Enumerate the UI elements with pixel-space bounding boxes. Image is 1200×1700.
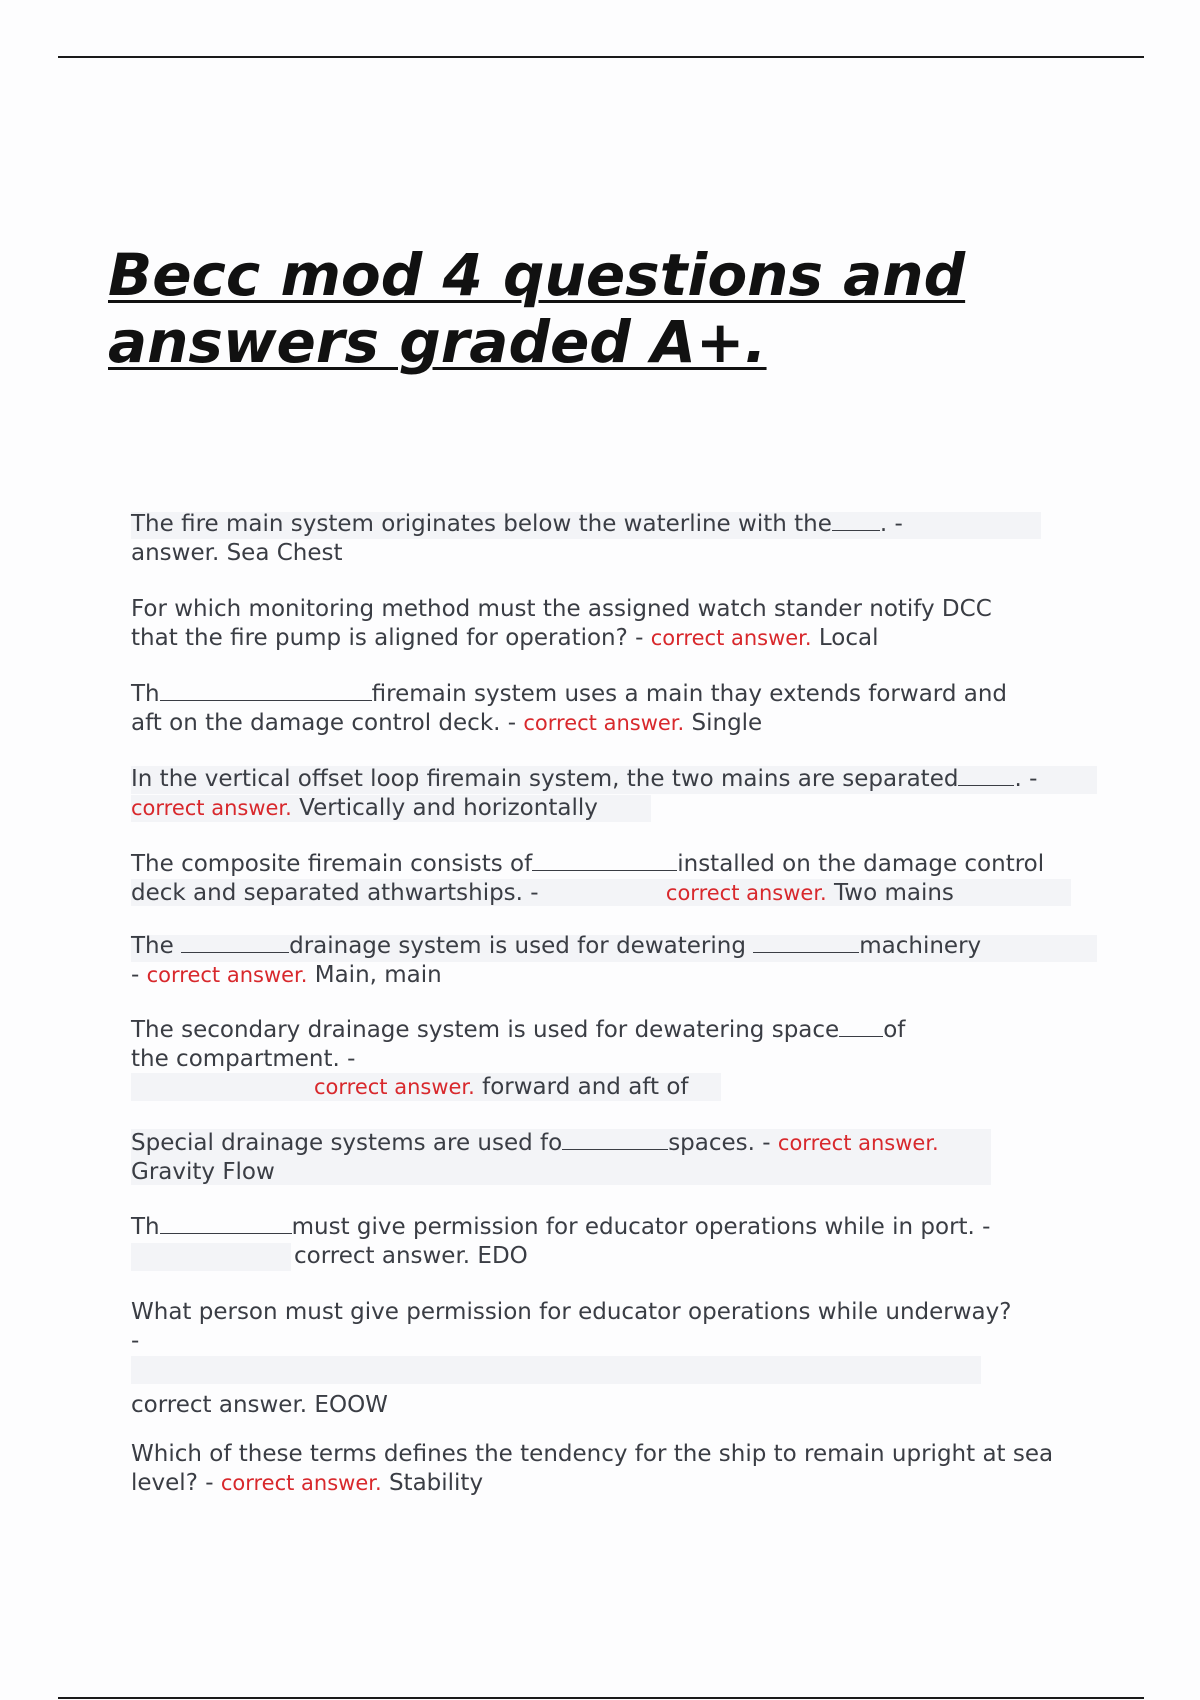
- question-text: firemain system uses a main thay extends forward and: [371, 681, 1008, 707]
- answer-text: correct answer. EDO: [294, 1242, 528, 1269]
- qa-item-6: [131, 932, 1111, 989]
- question-text: must give permission for educator operations while in port. -: [291, 1214, 991, 1240]
- bottom-rule: [58, 1697, 1144, 1699]
- qa-item-9: [131, 1213, 1111, 1270]
- answer-blank: [532, 850, 677, 871]
- question-text: Th: [131, 681, 160, 707]
- question-text: Which of these terms defines the tendency for the ship to remain upright at sea: [131, 1441, 1054, 1467]
- question-text: The: [131, 933, 182, 959]
- question-text: machinery: [859, 933, 982, 959]
- answer-blank: [832, 510, 880, 531]
- correct-answer-label: correct answer.: [650, 625, 812, 650]
- answer-blank: [181, 932, 289, 953]
- correct-answer-label: correct answer.: [777, 1131, 939, 1155]
- correct-answer-label: correct answer.: [146, 962, 308, 987]
- question-text: Special drainage systems are used fo: [131, 1130, 563, 1156]
- qa-item-8: [131, 1129, 1111, 1186]
- correct-answer-label: correct answer.: [314, 1075, 475, 1099]
- answer-text: Local: [811, 624, 879, 651]
- answer-text: Vertically and horizontally: [291, 794, 598, 821]
- correct-answer-label: correct answer.: [665, 880, 827, 905]
- question-text: . -: [1014, 766, 1038, 792]
- qa-item-7: [131, 1016, 1111, 1102]
- qa-item-10: [131, 1298, 1111, 1419]
- title-line-1: Becc mod 4 questions and: [108, 241, 966, 309]
- answer-text: answer. Sea Chest: [131, 539, 343, 566]
- answer-text: forward and aft of: [474, 1074, 689, 1100]
- answer-text: Main, main: [307, 961, 442, 988]
- question-text: -: [131, 1327, 140, 1354]
- answer-blank: [958, 765, 1014, 786]
- answer-text: correct answer. EOOW: [131, 1391, 388, 1418]
- answer-blank: [839, 1016, 883, 1037]
- question-text: -: [131, 961, 147, 988]
- question-text: drainage system is used for dewatering: [289, 933, 754, 959]
- qa-item-4: [131, 765, 1111, 822]
- correct-answer-label: correct answer.: [220, 1470, 382, 1495]
- qa-item-3: [131, 680, 1111, 737]
- answer-blank: [753, 932, 859, 953]
- question-text: . -: [879, 511, 903, 537]
- document-title: [108, 242, 1108, 376]
- title-line-2: answers graded A+.: [108, 308, 767, 376]
- question-text: installed on the damage control: [677, 851, 1045, 877]
- question-text: The secondary drainage system is used for dewatering space: [131, 1017, 840, 1043]
- question-text: that the fire pump is aligned for operation? -: [131, 624, 651, 651]
- correct-answer-label: correct answer.: [523, 710, 685, 735]
- answer-blank: [160, 1213, 292, 1234]
- question-text: of: [883, 1017, 906, 1043]
- answer-text: Gravity Flow: [131, 1158, 275, 1185]
- question-text: For which monitoring method must the assigned watch stander notify DCC: [131, 596, 992, 622]
- answer-blank: [160, 680, 372, 701]
- qa-item-1: [131, 510, 1111, 567]
- question-text: deck and separated athwartships. -: [131, 879, 546, 906]
- question-text: Th: [131, 1214, 160, 1240]
- correct-answer-label: correct answer.: [131, 795, 292, 820]
- qa-item-5: [131, 850, 1111, 907]
- question-text: spaces. -: [668, 1130, 778, 1156]
- question-text: The fire main system originates below the waterline with the: [131, 511, 832, 537]
- top-rule: [58, 56, 1144, 58]
- question-text: In the vertical offset loop firemain system, the two mains are separated: [131, 766, 959, 792]
- question-text: The composite firemain consists of: [131, 851, 533, 877]
- qa-item-2: [131, 595, 1111, 652]
- answer-text: Stability: [381, 1469, 484, 1496]
- answer-blank: [562, 1129, 668, 1150]
- question-text: What person must give permission for educator operations while underway?: [131, 1299, 1012, 1325]
- qa-item-11: [131, 1440, 1111, 1497]
- answer-text: Single: [684, 709, 763, 736]
- question-text: aft on the damage control deck. -: [131, 709, 524, 736]
- answer-text: Two mains: [826, 879, 954, 906]
- question-text: level? -: [131, 1469, 221, 1496]
- question-text: the compartment. -: [131, 1045, 356, 1072]
